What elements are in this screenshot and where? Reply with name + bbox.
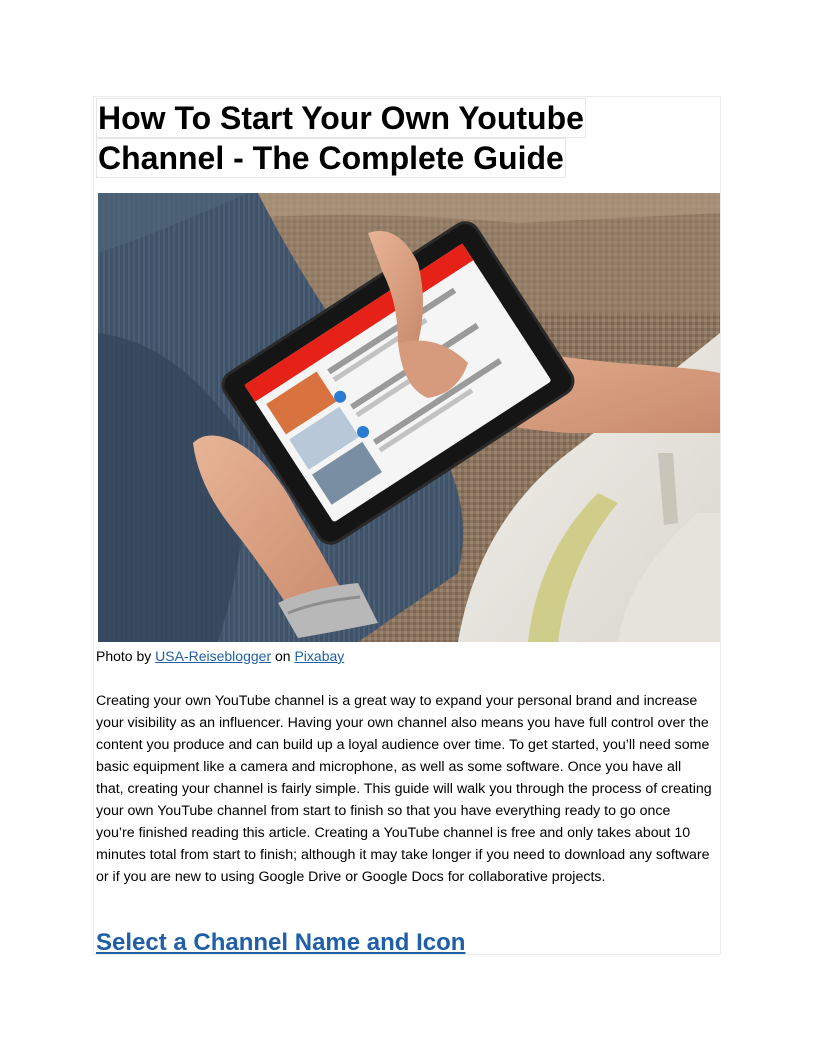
title-line-1: How To Start Your Own Youtube [98,100,584,136]
pixabay-link[interactable]: Pixabay [294,648,345,664]
document-title [96,98,656,178]
intro-paragraph: Creating your own YouTube channel is a great way to expand your personal brand and increase your visibility as an influencer. Having your own channel also means you have full control over the content you produce and can build up a loyal audience over time. To get started, you’ll need some basic equipment like a camera and microphone, as well as some software. Once you have all that, creating your channel is fairly simple. This guide will walk you through the process of creating your own YouTube channel from start to finish so that you have everything ready to go once you’re finished reading this article. Creating a YouTube channel is free and only takes about 10 minutes total from start to finish; although it may take longer if you need to download any software or if you are new to using Google Drive or Google Docs for collaborative projects. [96,693,712,885]
photographer-link[interactable]: USA-Reiseblogger [155,648,272,664]
hero-photo [98,193,720,642]
caption-middle: on [271,648,295,664]
photo-caption [96,648,344,665]
section-heading-link[interactable]: Select a Channel Name and Icon [96,929,466,956]
tablet-photo-illustration [98,193,720,642]
title-line-2: Channel - The Complete Guide [98,140,564,176]
caption-prefix: Photo by [96,648,156,664]
